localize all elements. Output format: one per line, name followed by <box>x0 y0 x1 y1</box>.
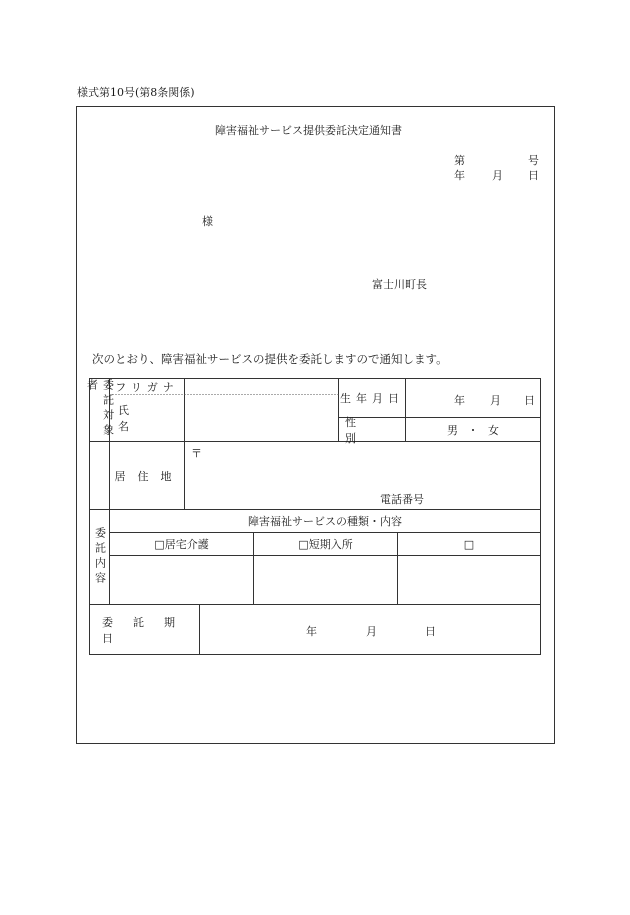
recipient-suffix: 様 <box>202 215 213 228</box>
gender-options[interactable]: 男 ・ 女 <box>447 423 499 437</box>
service-option-home-care[interactable] <box>110 533 253 555</box>
furigana-label: フリガナ <box>115 380 179 394</box>
body-text: 次のとおり、障害福祉サービスの提供を委託しますので通知します。 <box>92 352 448 366</box>
checkbox-icon[interactable]: □ <box>298 537 309 551</box>
period-day: 日 <box>425 625 436 638</box>
issuer-name: 富士川町長 <box>372 278 427 291</box>
checkbox-icon[interactable]: □ <box>154 537 165 551</box>
period-label: 委託期日 <box>102 615 195 645</box>
birth-month: 月 <box>490 394 501 407</box>
phone-label: 電話番号 <box>380 493 424 506</box>
service-label: 居宅介護 <box>164 538 209 551</box>
name-value[interactable] <box>185 395 338 441</box>
doc-number-suffix: 号 <box>528 154 539 167</box>
content-group-label: 委託内容 <box>93 527 107 587</box>
address-label: 居住地 <box>114 469 184 483</box>
doc-number-prefix: 第 <box>454 154 465 167</box>
birthdate-label: 生年月日 <box>340 392 404 405</box>
checkbox-icon[interactable]: □ <box>463 537 475 551</box>
birth-day: 日 <box>524 394 535 407</box>
period-year: 年 <box>306 625 317 638</box>
date-day: 日 <box>528 169 539 182</box>
birth-year: 年 <box>454 394 465 407</box>
service-detail-2[interactable] <box>254 556 397 604</box>
postal-mark: 〒 <box>191 447 202 460</box>
date-year: 年 <box>454 169 465 182</box>
notice-title: 障害福祉サービス提供委託決定通知書 <box>215 124 402 137</box>
furigana-value[interactable] <box>185 379 338 394</box>
service-detail-1[interactable] <box>110 556 253 604</box>
name-label: 氏名 <box>118 404 159 433</box>
subject-group-label-cont <box>90 442 109 509</box>
form-number-label: 様式第10号(第8条関係) <box>77 86 195 99</box>
period-month: 月 <box>366 625 377 638</box>
service-option-short-stay[interactable] <box>254 533 397 555</box>
service-header: 障害福祉サービスの種類・内容 <box>248 515 402 528</box>
date-month: 月 <box>492 169 503 182</box>
service-label: 短期入所 <box>308 538 353 551</box>
service-option-other[interactable] <box>398 533 540 555</box>
subject-group-label: 委託対象者 <box>85 379 115 439</box>
service-detail-3[interactable] <box>398 556 540 604</box>
gender-label: 性別 <box>345 415 384 445</box>
